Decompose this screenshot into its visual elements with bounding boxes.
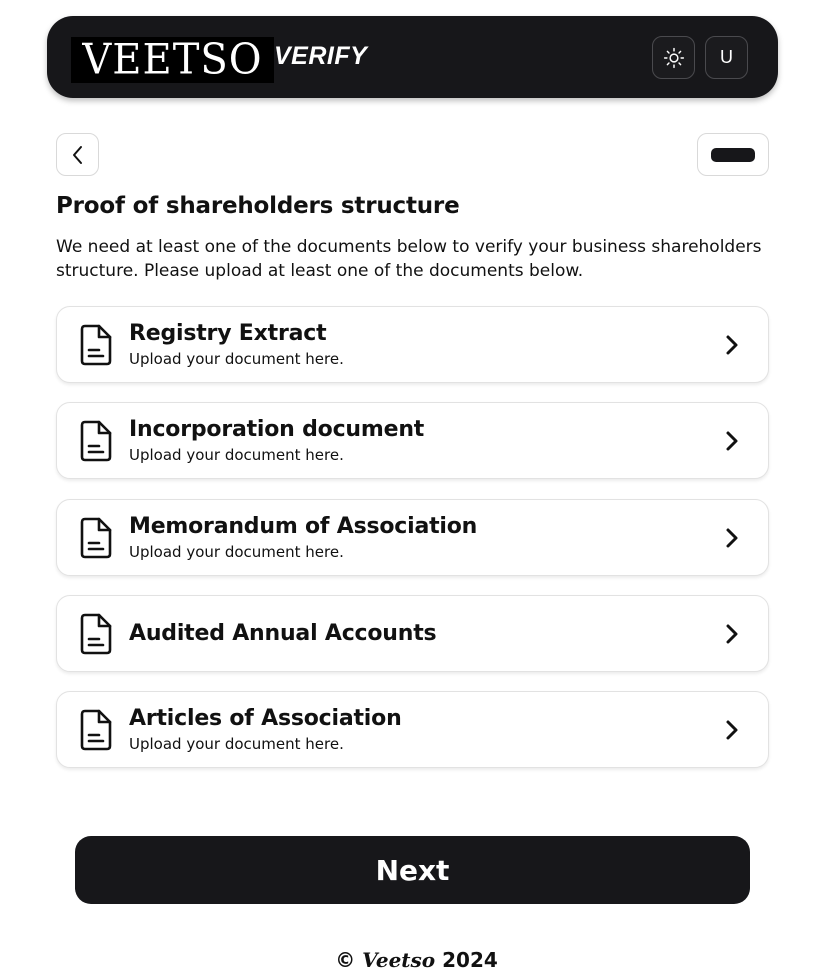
document-icon: [79, 708, 113, 752]
document-option-audited-annual-accounts[interactable]: [56, 595, 769, 672]
document-subtitle: Upload your document here.: [129, 446, 344, 464]
document-icon: [79, 419, 113, 463]
footer: [0, 948, 833, 972]
document-option-registry-extract[interactable]: [56, 306, 769, 383]
chevron-right-icon: [720, 333, 744, 357]
app-header: [47, 16, 778, 98]
chevron-right-icon: [720, 526, 744, 550]
back-button[interactable]: [56, 133, 99, 176]
sun-icon: [663, 47, 685, 69]
document-option-memorandum-of-association[interactable]: [56, 499, 769, 576]
document-title: Memorandum of Association: [129, 514, 478, 539]
page-title: Proof of shareholders structure: [56, 193, 460, 219]
document-title: Articles of Association: [129, 706, 402, 731]
chevron-right-icon: [720, 429, 744, 453]
document-title: Incorporation document: [129, 417, 425, 442]
document-option-incorporation-document[interactable]: [56, 402, 769, 479]
document-title: Audited Annual Accounts: [129, 621, 437, 646]
user-initial: U: [720, 47, 733, 67]
theme-toggle-button[interactable]: [652, 36, 695, 79]
chevron-right-icon: [720, 718, 744, 742]
footer-brand: Veetso: [362, 948, 436, 972]
user-menu-button[interactable]: [705, 36, 748, 79]
document-option-articles-of-association[interactable]: [56, 691, 769, 768]
language-selector-button[interactable]: [697, 133, 769, 176]
copyright-symbol: ©: [335, 948, 356, 972]
logo-suffix: VERIFY: [274, 42, 368, 70]
logo: [71, 37, 274, 83]
document-icon: [79, 612, 113, 656]
page-description: We need at least one of the documents below to verify your business shareholders structure. Please upload at least one of the documents below.: [56, 237, 762, 281]
document-icon: [79, 516, 113, 560]
flag-icon: [711, 148, 755, 162]
chevron-left-icon: [69, 144, 87, 166]
document-subtitle: Upload your document here.: [129, 350, 344, 368]
logo-text: VEETSO: [82, 35, 263, 85]
document-icon: [79, 323, 113, 367]
next-button[interactable]: Next: [75, 836, 750, 904]
footer-year: 2024: [442, 948, 498, 972]
document-subtitle: Upload your document here.: [129, 543, 344, 561]
chevron-right-icon: [720, 622, 744, 646]
document-title: Registry Extract: [129, 321, 327, 346]
document-subtitle: Upload your document here.: [129, 735, 344, 753]
